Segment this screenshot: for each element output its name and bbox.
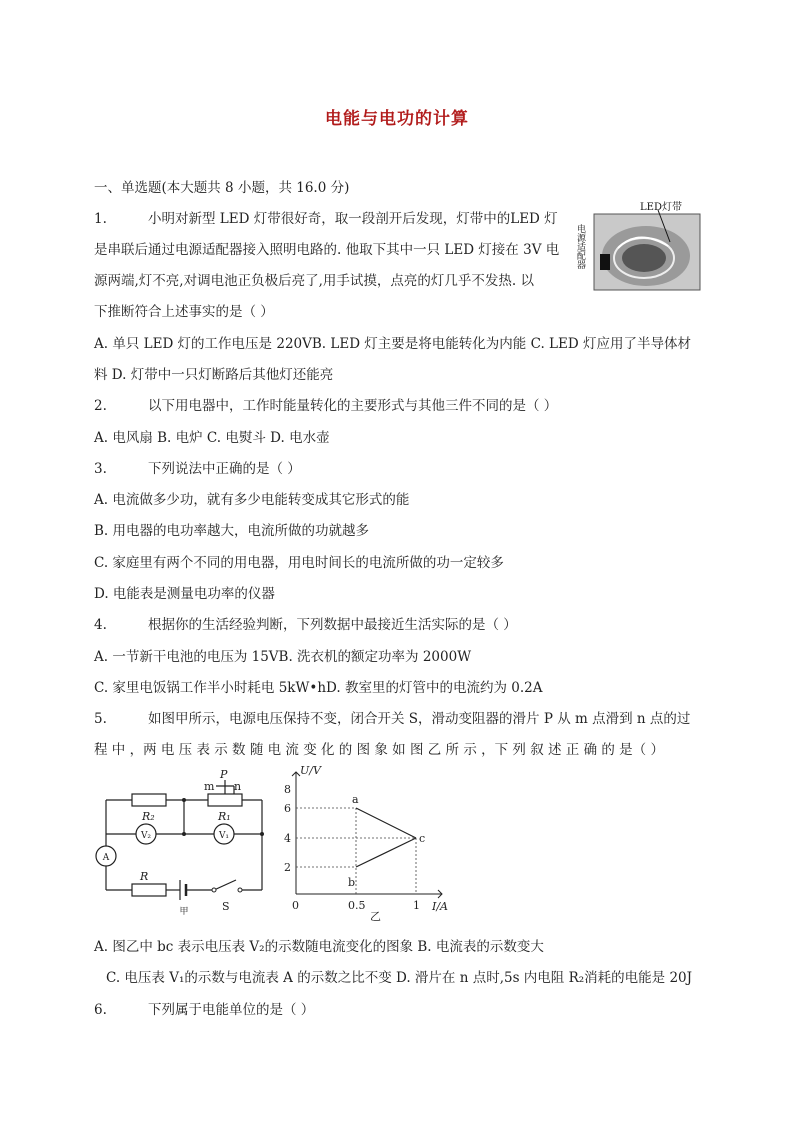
- q6-number: 6.: [94, 1002, 107, 1018]
- label-r: R: [140, 870, 149, 883]
- q1-options-1: A. 单只 LED 灯的工作电压是 220VB. LED 灯主要是将电能转化为内能 C. LED 灯应用了半导体材: [94, 336, 691, 352]
- q5-options-ab: A. 图乙中 bc 表示电压表 V₂的示数随电流变化的图象 B. 电流表的示数变大: [94, 939, 544, 955]
- ui-graph-svg: [282, 762, 460, 922]
- resistor-r: [132, 884, 166, 896]
- ui-graph: [282, 762, 460, 922]
- label-v1: V₁: [218, 831, 230, 841]
- xtick-1: 1: [413, 899, 420, 912]
- xtick-0: 0: [292, 899, 299, 912]
- q3-option-c: C. 家庭里有两个不同的用电器，用电时间长的电流所做的功一定较多: [94, 555, 504, 571]
- resistor-r1: [208, 794, 242, 806]
- ytick-2: 2: [284, 861, 291, 874]
- q1-line4: 下推断符合上述事实的是（ ）: [94, 304, 274, 320]
- q6-stem: [94, 998, 314, 1018]
- q4-stem: [94, 613, 517, 633]
- q4-options-cd: C. 家里电饭锅工作半小时耗电 5kW•hD. 教室里的灯管中的电流约为 0.2A: [94, 680, 543, 696]
- q2-options: A. 电风扇 B. 电炉 C. 电熨斗 D. 电水壶: [94, 430, 330, 446]
- q2-stem: [94, 394, 557, 414]
- q3-stem: [94, 457, 301, 477]
- q1-line3: 源两端,灯不亮,对调电池正负极后亮了,用手试摸，点亮的灯几乎不发热. 以: [94, 273, 534, 289]
- label-jia: 甲: [179, 907, 189, 917]
- q2-text: 以下用电器中，工作时能量转化的主要形式与其他三件不同的是（ ）: [148, 398, 558, 414]
- point-a-label: a: [352, 793, 359, 806]
- label-p: P: [220, 768, 228, 781]
- x-axis-label: I/A: [432, 900, 448, 913]
- label-n: n: [234, 780, 242, 793]
- adapter-label: 电源适配器: [575, 224, 585, 269]
- label-m: m: [204, 780, 215, 793]
- led-strip-photo: [575, 198, 702, 294]
- q5-options-cd: C. 电压表 V₁的示数与电流表 A 的示数之比不变 D. 滑片在 n 点时,5s 内电阻 R₂消耗的电能是 20J: [106, 970, 693, 986]
- q1-options-2: 料 D. 灯带中一只灯断路后其他灯还能亮: [94, 367, 334, 383]
- q5-line1: [94, 707, 690, 727]
- q5-number: 5.: [94, 711, 107, 727]
- q1-text-1: 小明对新型 LED 灯带很好奇，取一段剖开后发现，灯带中的LED 灯: [148, 211, 558, 227]
- label-s: S: [222, 900, 230, 913]
- q3-number: 3.: [94, 461, 107, 477]
- q1-line1: [94, 207, 558, 227]
- page-title: 电能与电功的计算: [325, 109, 469, 129]
- ytick-4: 4: [284, 832, 291, 845]
- q1-number: 1.: [94, 211, 107, 227]
- q4-text: 根据你的生活经验判断，下列数据中最接近生活实际的是（ ）: [148, 617, 517, 633]
- q3-option-d: D. 电能表是测量电功率的仪器: [94, 586, 275, 602]
- label-a: A: [102, 853, 110, 863]
- q1-line2: 是串联后通过电源适配器接入照明电路的. 他取下其中一只 LED 灯接在 3V 电: [94, 242, 560, 258]
- q3-option-a: A. 电流做多少功，就有多少电能转变成其它形式的能: [94, 492, 410, 508]
- graph-sublabel: 乙: [370, 910, 381, 923]
- circuit-svg: [96, 768, 276, 918]
- resistor-r2: [132, 794, 166, 806]
- led-strip-label: LED灯带: [640, 202, 682, 213]
- q4-options-ab: A. 一节新干电池的电压为 15VB. 洗衣机的额定功率为 2000W: [94, 649, 472, 665]
- q2-number: 2.: [94, 398, 107, 414]
- ytick-8: 8: [284, 783, 291, 796]
- label-r1: R₁: [218, 810, 231, 823]
- ytick-6: 6: [284, 802, 291, 815]
- circuit-diagram: [96, 768, 276, 918]
- led-strip-image: [575, 198, 702, 294]
- section-heading: 一、单选题(本大题共 8 小题，共 16.0 分): [94, 180, 350, 196]
- q6-text: 下列属于电能单位的是（ ）: [148, 1002, 315, 1018]
- point-b-label: b: [348, 876, 356, 889]
- line-bc: [356, 838, 416, 867]
- label-r2: R₂: [142, 810, 155, 823]
- xtick-0-5: 0.5: [348, 899, 366, 912]
- q5-line2: 程 中 ，两 电 压 表 示 数 随 电 流 变 化 的 图 象 如 图 乙 所 示 ，下 列 叙 述 正 确 的 是（ ）: [94, 742, 664, 758]
- y-axis-label: U/V: [300, 764, 321, 777]
- line-ac: [356, 808, 416, 838]
- q3-option-b: B. 用电器的电功率越大，电流所做的功就越多: [94, 523, 370, 539]
- q3-text: 下列说法中正确的是（ ）: [148, 461, 301, 477]
- q4-number: 4.: [94, 617, 107, 633]
- switch-s: [214, 880, 236, 890]
- point-c-label: c: [419, 832, 426, 845]
- label-v2: V₂: [140, 831, 152, 841]
- q5-text-1: 如图甲所示，电源电压保持不变，闭合开关 S，滑动变阻器的滑片 P 从 m 点滑到 n 点的过: [148, 711, 691, 727]
